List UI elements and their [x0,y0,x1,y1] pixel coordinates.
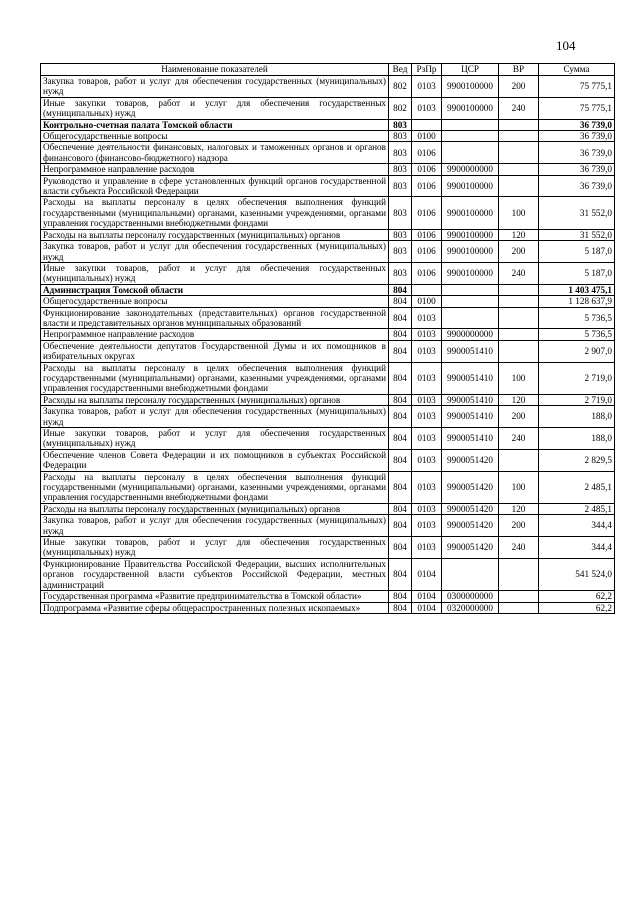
cell-vr [499,119,539,130]
cell-csr [442,131,499,142]
cell-vr [499,591,539,602]
cell-name: Иные закупки товаров, работ и услуг для обеспечения государственных (муниципальных) нужд [41,428,389,450]
cell-csr [442,284,499,295]
cell-rzpr: 0106 [412,197,442,229]
table-row [41,394,615,405]
cell-sum: 36 739,0 [539,131,615,142]
cell-rzpr: 0103 [412,537,442,559]
table-row [41,537,615,559]
cell-csr: 9900100000 [442,97,499,119]
cell-name: Контрольно-счетная палата Томской области [41,119,389,130]
cell-csr: 9900051420 [442,503,499,514]
cell-sum: 36 739,0 [539,119,615,130]
cell-sum: 344,4 [539,515,615,537]
header-ved: Вед [389,64,412,76]
cell-csr: 9900051420 [442,515,499,537]
cell-rzpr: 0106 [412,175,442,197]
cell-name: Государственная программа «Развитие предпринимательства в Томской области» [41,591,389,602]
cell-sum: 62,2 [539,591,615,602]
cell-csr [442,296,499,307]
table-row [41,503,615,514]
cell-ved: 803 [389,197,412,229]
cell-ved: 803 [389,262,412,284]
cell-ved: 804 [389,340,412,362]
cell-name: Администрация Томской области [41,284,389,295]
cell-ved: 804 [389,406,412,428]
cell-ved: 804 [389,537,412,559]
table-row [41,449,615,471]
cell-vr: 240 [499,537,539,559]
table-row [41,76,615,98]
table-body [41,76,615,614]
cell-rzpr: 0106 [412,241,442,263]
budget-table [40,63,615,614]
page-number: 104 [556,38,576,53]
cell-name: Обеспечение деятельности финансовых, налоговых и таможенных органов и органов финансового (финансово-бюджетного) надзора [41,142,389,164]
cell-ved: 802 [389,76,412,98]
cell-csr [442,558,499,590]
cell-rzpr: 0103 [412,394,442,405]
cell-csr: 9900100000 [442,175,499,197]
table-header [41,64,615,76]
cell-sum: 5 736,5 [539,307,615,329]
cell-csr: 9900051410 [442,340,499,362]
table-row [41,175,615,197]
table-row [41,142,615,164]
cell-csr: 9900000000 [442,329,499,340]
cell-csr: 9900100000 [442,229,499,240]
cell-rzpr: 0103 [412,340,442,362]
cell-sum: 36 739,0 [539,142,615,164]
cell-vr [499,602,539,613]
cell-sum: 2 829,5 [539,449,615,471]
cell-ved: 804 [389,307,412,329]
cell-ved: 804 [389,296,412,307]
cell-name: Закупка товаров, работ и услуг для обеспечения государственных (муниципальных) нужд [41,241,389,263]
cell-name: Расходы на выплаты персоналу государственных (муниципальных) органов [41,229,389,240]
cell-name: Функционирование Правительства Российской Федерации, высших исполнительных органов государственной власти субъектов Российской Федерации, местных администраций [41,558,389,590]
cell-sum: 2 485,1 [539,471,615,503]
cell-name: Обеспечение деятельности депутатов Государственной Думы и их помощников в избирательных округах [41,340,389,362]
cell-rzpr: 0103 [412,97,442,119]
cell-ved: 802 [389,97,412,119]
cell-name: Непрограммное направление расходов [41,164,389,175]
cell-sum: 5 736,5 [539,329,615,340]
cell-csr: 0320000000 [442,602,499,613]
cell-ved: 803 [389,142,412,164]
cell-rzpr: 0103 [412,428,442,450]
cell-ved: 804 [389,503,412,514]
cell-vr [499,142,539,164]
cell-rzpr: 0103 [412,76,442,98]
cell-name: Подпрограмма «Развитие сферы общераспространенных полезных ископаемых» [41,602,389,613]
cell-name: Общегосударственные вопросы [41,131,389,142]
table-row [41,329,615,340]
cell-rzpr [412,284,442,295]
cell-vr [499,164,539,175]
cell-rzpr: 0106 [412,229,442,240]
cell-name: Расходы на выплаты персоналу в целях обеспечения выполнения функций государственными (муниципальными) органами, казенными учреждениями, органами управления государственными внебюджетными фондами [41,362,389,394]
cell-rzpr: 0104 [412,558,442,590]
cell-sum: 2 907,0 [539,340,615,362]
cell-rzpr: 0103 [412,307,442,329]
cell-csr: 9900100000 [442,241,499,263]
cell-vr: 120 [499,394,539,405]
cell-ved: 804 [389,515,412,537]
cell-rzpr: 0104 [412,602,442,613]
cell-sum: 31 552,0 [539,197,615,229]
table-row [41,471,615,503]
cell-vr: 200 [499,241,539,263]
cell-rzpr: 0103 [412,503,442,514]
cell-ved: 804 [389,362,412,394]
header-row [41,64,615,76]
cell-sum: 541 524,0 [539,558,615,590]
cell-ved: 804 [389,471,412,503]
cell-sum: 344,4 [539,537,615,559]
cell-csr [442,119,499,130]
cell-csr [442,307,499,329]
cell-ved: 804 [389,591,412,602]
cell-name: Закупка товаров, работ и услуг для обеспечения государственных (муниципальных) нужд [41,515,389,537]
cell-ved: 803 [389,241,412,263]
table-row [41,164,615,175]
cell-ved: 804 [389,394,412,405]
cell-sum: 5 187,0 [539,241,615,263]
table-row [41,406,615,428]
cell-vr: 240 [499,97,539,119]
cell-csr: 9900051410 [442,362,499,394]
cell-vr: 200 [499,515,539,537]
table-row [41,229,615,240]
cell-sum: 2 485,1 [539,503,615,514]
cell-vr: 240 [499,262,539,284]
cell-rzpr: 0100 [412,131,442,142]
cell-csr: 9900051410 [442,394,499,405]
cell-ved: 803 [389,175,412,197]
cell-rzpr: 0106 [412,142,442,164]
cell-rzpr: 0103 [412,449,442,471]
cell-csr: 9900100000 [442,262,499,284]
cell-rzpr: 0103 [412,329,442,340]
table-row [41,428,615,450]
cell-rzpr: 0104 [412,591,442,602]
cell-name: Расходы на выплаты персоналу в целях обеспечения выполнения функций государственными (муниципальными) органами, казенными учреждениями, органами управления государственными внебюджетными фондами [41,197,389,229]
cell-sum: 1 128 637,9 [539,296,615,307]
cell-sum: 1 403 475,1 [539,284,615,295]
cell-ved: 804 [389,558,412,590]
cell-rzpr: 0103 [412,362,442,394]
cell-csr: 0300000000 [442,591,499,602]
table-row [41,296,615,307]
cell-csr [442,142,499,164]
cell-ved: 803 [389,131,412,142]
header-sum: Сумма [539,64,615,76]
cell-sum: 188,0 [539,428,615,450]
table-row [41,591,615,602]
table-row [41,284,615,295]
cell-ved: 803 [389,229,412,240]
cell-sum: 5 187,0 [539,262,615,284]
cell-name: Иные закупки товаров, работ и услуг для обеспечения государственных (муниципальных) нужд [41,537,389,559]
cell-rzpr: 0103 [412,471,442,503]
cell-csr: 9900100000 [442,197,499,229]
cell-vr [499,558,539,590]
cell-sum: 75 775,1 [539,76,615,98]
cell-ved: 803 [389,119,412,130]
cell-name: Иные закупки товаров, работ и услуг для обеспечения государственных (муниципальных) нужд [41,262,389,284]
cell-csr: 9900051410 [442,406,499,428]
cell-name: Непрограммное направление расходов [41,329,389,340]
table-row [41,97,615,119]
table-row [41,362,615,394]
cell-vr: 100 [499,362,539,394]
cell-vr [499,340,539,362]
cell-csr: 9900051420 [442,537,499,559]
header-vr: ВР [499,64,539,76]
table-row [41,340,615,362]
cell-vr [499,449,539,471]
table-row [41,307,615,329]
cell-ved: 804 [389,428,412,450]
cell-vr: 240 [499,428,539,450]
table-row [41,558,615,590]
cell-vr: 100 [499,197,539,229]
cell-ved: 804 [389,449,412,471]
cell-vr: 200 [499,406,539,428]
cell-sum: 36 739,0 [539,175,615,197]
table-row [41,602,615,613]
cell-ved: 803 [389,164,412,175]
cell-vr [499,131,539,142]
header-name: Наименование показателей [41,64,389,76]
cell-vr: 200 [499,76,539,98]
header-rzpr: РзПр [412,64,442,76]
cell-ved: 804 [389,284,412,295]
cell-csr: 9900051410 [442,428,499,450]
cell-sum: 31 552,0 [539,229,615,240]
cell-csr: 9900100000 [442,76,499,98]
cell-sum: 36 739,0 [539,164,615,175]
cell-vr [499,329,539,340]
cell-name: Обеспечение членов Совета Федерации и их помощников в субъектах Российской Федерации [41,449,389,471]
cell-rzpr: 0106 [412,262,442,284]
cell-vr: 120 [499,503,539,514]
cell-name: Функционирование законодательных (представительных) органов государственной власти и представительных органов муниципальных образований [41,307,389,329]
cell-name: Руководство и управление в сфере установленных функций органов государственной власти субъекта Российской Федерации [41,175,389,197]
cell-rzpr: 0103 [412,406,442,428]
cell-csr: 9900000000 [442,164,499,175]
cell-sum: 62,2 [539,602,615,613]
cell-rzpr: 0100 [412,296,442,307]
cell-sum: 2 719,0 [539,394,615,405]
cell-ved: 804 [389,602,412,613]
cell-sum: 75 775,1 [539,97,615,119]
cell-rzpr: 0103 [412,515,442,537]
cell-ved: 804 [389,329,412,340]
cell-csr: 9900051420 [442,449,499,471]
cell-name: Расходы на выплаты персоналу государственных (муниципальных) органов [41,503,389,514]
cell-name: Иные закупки товаров, работ и услуг для обеспечения государственных (муниципальных) нужд [41,97,389,119]
header-csr: ЦСР [442,64,499,76]
table-row [41,197,615,229]
cell-csr: 9900051420 [442,471,499,503]
cell-vr [499,284,539,295]
cell-rzpr: 0106 [412,164,442,175]
table-row [41,262,615,284]
cell-name: Расходы на выплаты персоналу государственных (муниципальных) органов [41,394,389,405]
cell-name: Расходы на выплаты персоналу в целях обеспечения выполнения функций государственными (муниципальными) органами, казенными учреждениями, органами управления государственными внебюджетными фондами [41,471,389,503]
cell-vr [499,307,539,329]
table-row [41,119,615,130]
cell-vr [499,296,539,307]
cell-sum: 2 719,0 [539,362,615,394]
cell-name: Закупка товаров, работ и услуг для обеспечения государственных (муниципальных) нужд [41,76,389,98]
cell-vr: 100 [499,471,539,503]
cell-vr: 120 [499,229,539,240]
table-row [41,241,615,263]
cell-sum: 188,0 [539,406,615,428]
cell-name: Общегосударственные вопросы [41,296,389,307]
cell-name: Закупка товаров, работ и услуг для обеспечения государственных (муниципальных) нужд [41,406,389,428]
cell-vr [499,175,539,197]
table-row [41,131,615,142]
table-row [41,515,615,537]
cell-rzpr [412,119,442,130]
